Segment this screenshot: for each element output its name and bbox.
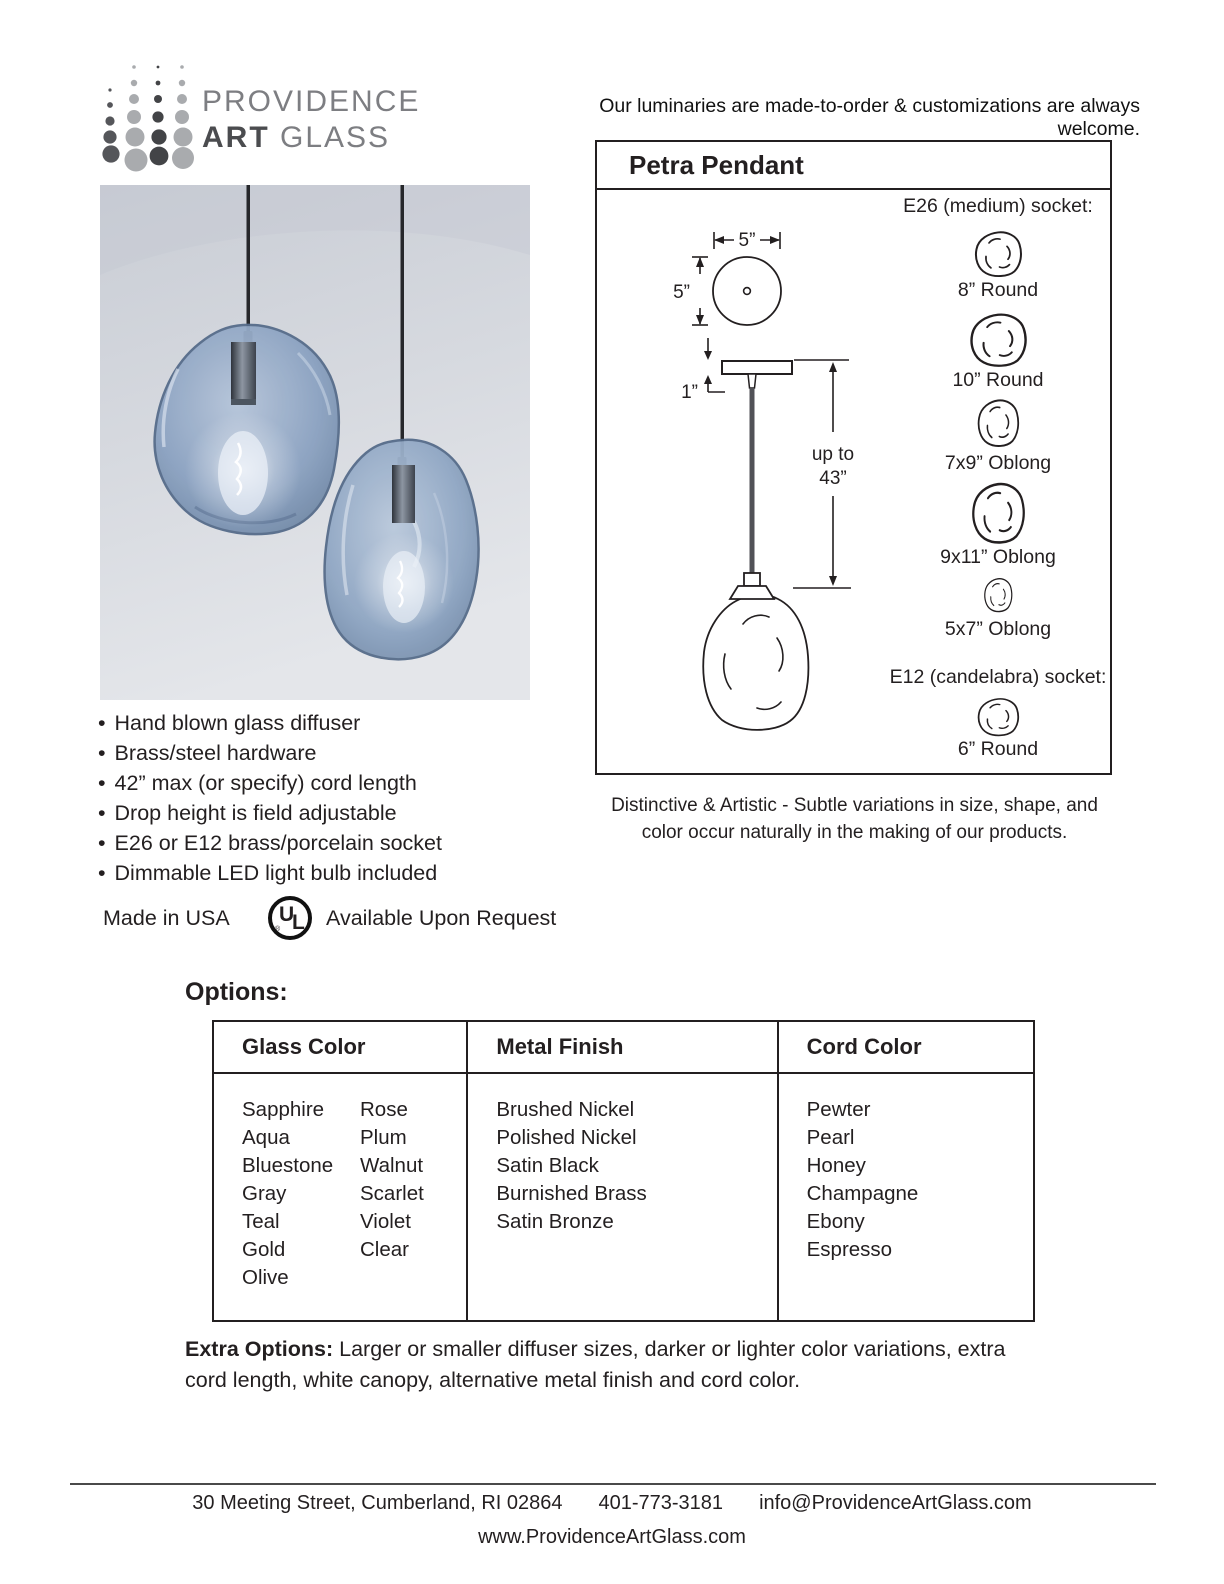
made-in-row: [103, 896, 556, 940]
diffuser-6-round-icon: [976, 697, 1020, 737]
diffuser-8-round-icon: [973, 230, 1023, 278]
spec-caption-line2: color occur naturally in the making of our products.: [641, 822, 1068, 843]
options-table: [212, 1020, 1035, 1322]
feature-item: • Drop height is field adjustable: [98, 798, 442, 828]
glass-color-column: [214, 1022, 468, 1320]
logo-line2: [202, 120, 420, 156]
socket-options-column: [889, 194, 1107, 761]
glass-color-item: Aqua: [242, 1126, 290, 1149]
dim-canopy-width: 5”: [738, 230, 756, 251]
diffuser-9x11-oblong-icon: [970, 481, 1026, 545]
footer-divider: [70, 1483, 1156, 1485]
cord-color-header: Cord Color: [779, 1022, 1033, 1074]
extra-options: [185, 1334, 1025, 1396]
diffuser-size-label: 8” Round: [957, 279, 1039, 301]
footer-contact-line: [0, 1492, 1224, 1515]
diffuser-7x9-oblong-icon: [976, 398, 1020, 448]
cord-color-item: Ebony: [806, 1210, 865, 1233]
tagline: Our luminaries are made-to-order & customizations are always welcome.: [599, 95, 1140, 140]
metal-finish-column: [468, 1022, 778, 1320]
glass-color-header: Glass Color: [214, 1022, 466, 1074]
feature-item: • Hand blown glass diffuser: [98, 708, 442, 738]
logo-art: ART: [202, 121, 270, 154]
footer-website: www.ProvidenceArtGlass.com: [478, 1526, 746, 1548]
diffuser-5x7-oblong-icon: [983, 577, 1013, 613]
feature-item: • Dimmable LED light bulb included: [98, 858, 442, 888]
metal-finish-header: Metal Finish: [468, 1022, 776, 1074]
glass-color-list-b: [360, 1096, 424, 1292]
dimension-diagram: [597, 192, 897, 777]
ul-letter-u: U: [279, 903, 295, 926]
dim-canopy-height: 5”: [673, 282, 690, 303]
logo-wordmark: [202, 84, 420, 156]
spec-box: [595, 140, 1112, 775]
glass-color-item: Gray: [242, 1182, 287, 1205]
logo-dots: [100, 60, 194, 172]
metal-finish-item: Polished Nickel: [496, 1126, 637, 1149]
diffuser-size-label: 7x9” Oblong: [944, 452, 1052, 474]
dim-drop-line2: 43”: [819, 468, 847, 489]
extra-options-label: Extra Options:: [185, 1337, 334, 1361]
metal-finish-item: Satin Bronze: [496, 1210, 614, 1233]
glass-color-item: Clear: [360, 1238, 409, 1261]
extra-options-text: Larger or smaller diffuser sizes, darker or lighter color variations, extra cord length, white canopy, alternative metal finish and cord color.: [185, 1337, 1006, 1392]
logo-glass: GLASS: [269, 121, 391, 154]
cord-color-item: Pearl: [806, 1126, 855, 1149]
glass-color-list-a: [242, 1096, 360, 1292]
dim-drop-line1: up to: [811, 444, 855, 465]
metal-finish-item: Burnished Brass: [496, 1182, 647, 1205]
feature-item: • E26 or E12 brass/porcelain socket: [98, 828, 442, 858]
logo-line1: PROVIDENCE: [202, 85, 421, 118]
ul-availability-text: Available Upon Request: [326, 905, 557, 930]
feature-item: • Brass/steel hardware: [98, 738, 442, 768]
feature-item: • 42” max (or specify) cord length: [98, 768, 442, 798]
cord-color-item: Champagne: [806, 1182, 919, 1205]
feature-list: [98, 708, 442, 888]
spec-caption: [597, 792, 1112, 846]
glass-color-item: Scarlet: [360, 1182, 424, 1205]
glass-color-item: Walnut: [360, 1154, 424, 1177]
glass-color-item: Bluestone: [242, 1154, 334, 1177]
cord-color-item: Honey: [806, 1154, 866, 1177]
footer-address: 30 Meeting Street, Cumberland, RI 02864: [192, 1492, 563, 1514]
footer-email: info@ProvidenceArtGlass.com: [759, 1492, 1032, 1514]
dim-canopy-depth: 1”: [681, 382, 698, 403]
ul-letter-l: L: [292, 911, 305, 934]
e12-socket-heading: E12 (candelabra) socket:: [889, 666, 1107, 688]
ul-registered-mark: ®: [275, 926, 281, 933]
metal-finish-list: [496, 1096, 776, 1236]
glass-color-item: Teal: [242, 1210, 280, 1233]
diffuser-10-round-icon: [968, 312, 1028, 368]
diffuser-size-label: 6” Round: [957, 738, 1039, 760]
product-photo: [100, 185, 530, 700]
cord-color-item: Espresso: [806, 1238, 893, 1261]
glass-color-item: Olive: [242, 1266, 289, 1289]
glass-color-item: Sapphire: [242, 1098, 325, 1121]
metal-finish-item: Satin Black: [496, 1154, 599, 1177]
cord-color-column: [779, 1022, 1033, 1320]
metal-finish-item: Brushed Nickel: [496, 1098, 635, 1121]
glass-color-item: Gold: [242, 1238, 286, 1261]
made-in-usa-label: Made in USA: [103, 905, 230, 930]
product-title: Petra Pendant: [597, 142, 1110, 190]
diffuser-size-label: 10” Round: [952, 369, 1044, 391]
footer-phone: 401-773-3181: [598, 1492, 724, 1514]
ul-listed-icon: [268, 896, 312, 940]
glass-color-item: Rose: [360, 1098, 408, 1121]
glass-color-item: Plum: [360, 1126, 407, 1149]
spec-caption-line1: Distinctive & Artistic - Subtle variations in size, shape, and: [611, 795, 1098, 816]
cord-color-item: Pewter: [806, 1098, 871, 1121]
diffuser-size-label: 5x7” Oblong: [944, 618, 1052, 640]
cord-color-list: [807, 1096, 1033, 1264]
e26-socket-heading: E26 (medium) socket:: [903, 195, 1093, 217]
glass-color-item: Violet: [360, 1210, 411, 1233]
options-heading: Options:: [185, 978, 288, 1006]
diffuser-size-label: 9x11” Oblong: [940, 546, 1056, 568]
